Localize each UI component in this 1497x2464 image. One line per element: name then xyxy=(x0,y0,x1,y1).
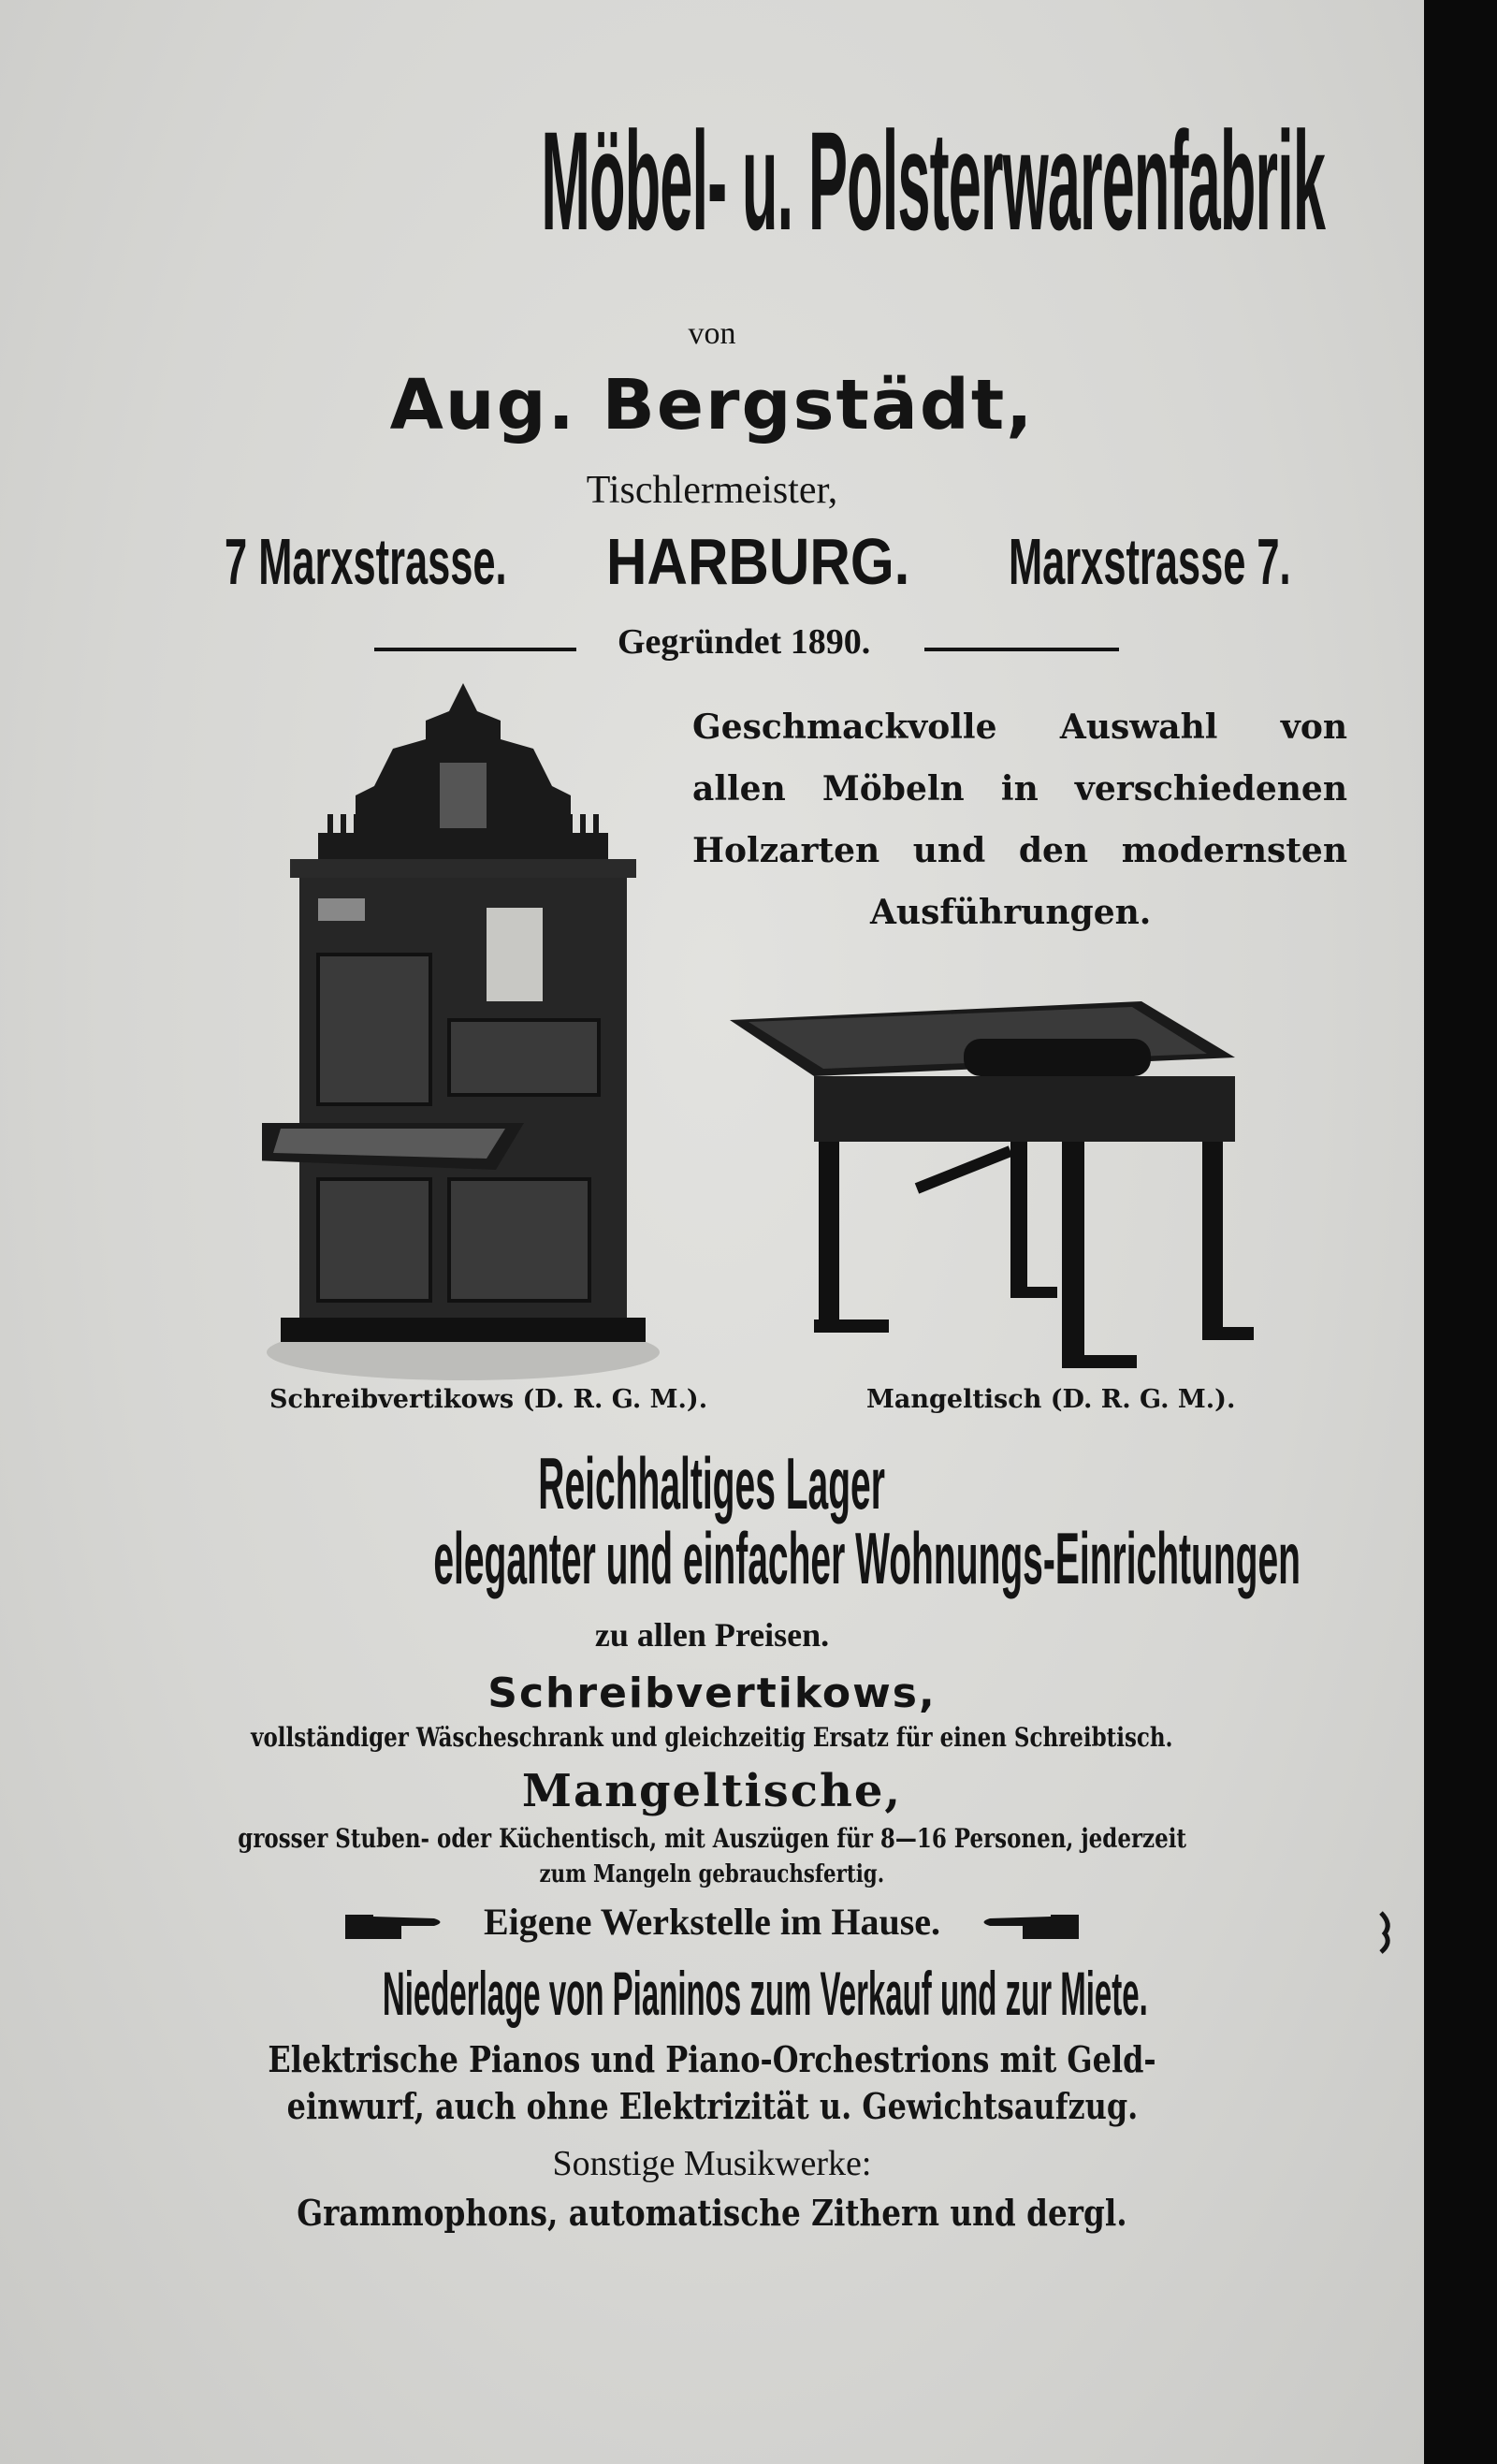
schreibvertikow-illustration xyxy=(262,674,664,1385)
mangeltische-description-1: grosser Stuben- oder Küchentisch, mit Auszügen für 8—16 Personen, jederzeit xyxy=(238,1823,1186,1854)
schreibvertikows-title: Schreibvertikows, xyxy=(487,1669,937,1717)
mangeltisch-illustration xyxy=(730,983,1254,1376)
workshop-line xyxy=(0,1900,1424,1945)
intro-line-3: Holzarten und den modernsten xyxy=(692,831,1347,870)
workshop-text: Eigene Werkstelle im Hause. xyxy=(483,1901,941,1943)
misc-music-label: Sonstige Musikwerke: xyxy=(552,2144,872,2183)
owner-trade: Tischlermeister, xyxy=(586,469,838,512)
city-name: HARBURG. xyxy=(606,525,910,598)
prices-line: zu allen Preisen. xyxy=(594,1616,830,1654)
address-right: Marxstrasse 7. xyxy=(1009,525,1291,598)
schreibvertikow-caption: Schreibvertikows (D. R. G. M.). xyxy=(269,1385,708,1414)
von-label: von xyxy=(688,316,736,351)
electric-pianos-line-1: Elektrische Pianos und Piano-Orchestrions mit Geld- xyxy=(268,2038,1156,2080)
intro-line-2: allen Möbeln in verschiedenen xyxy=(692,769,1347,809)
mangeltisch-caption: Mangeltisch (D. R. G. M.). xyxy=(866,1385,1236,1414)
divider-right xyxy=(924,648,1119,651)
scan-border xyxy=(1424,0,1497,2464)
mangeltische-title: Mangeltische, xyxy=(521,1765,903,1817)
pianos-heading: Niederlage von Pianinos zum Verkauf und zur Miete. xyxy=(382,1959,1148,2028)
divider-left xyxy=(374,648,576,651)
company-title: Möbel- u. Polsterwarenfabrik xyxy=(541,102,1326,259)
schreibvertikows-description: vollständiger Wäscheschrank und gleichzeitig Ersatz für einen Schreibtisch. xyxy=(251,1722,1173,1753)
intro-line-4: Ausführungen. xyxy=(870,893,1152,932)
pointing-hand-left-icon xyxy=(976,1907,1079,1945)
stock-heading: Reichhaltiges Lager xyxy=(538,1442,886,1524)
address-left: 7 Marxstrasse. xyxy=(225,525,507,598)
mangeltische-description-2: zum Mangeln gebrauchsfertig. xyxy=(539,1860,885,1888)
pointing-hand-right-icon xyxy=(345,1907,448,1945)
gramophones-line: Grammophons, automatische Zithern und dergl. xyxy=(297,2192,1127,2234)
owner-name: Aug. Bergstädt, xyxy=(389,365,1035,445)
interiors-heading: eleganter und einfacher Wohnungs-Einrichtungen xyxy=(433,1517,1301,1599)
founded-year: Gegründet 1890. xyxy=(618,622,871,662)
intro-line-1: Geschmackvolle Auswahl von xyxy=(692,707,1347,747)
page-edge-mark xyxy=(1373,1909,1402,1956)
electric-pianos-line-2: einwurf, auch ohne Elektrizität u. Gewichtsaufzug. xyxy=(286,2085,1138,2127)
